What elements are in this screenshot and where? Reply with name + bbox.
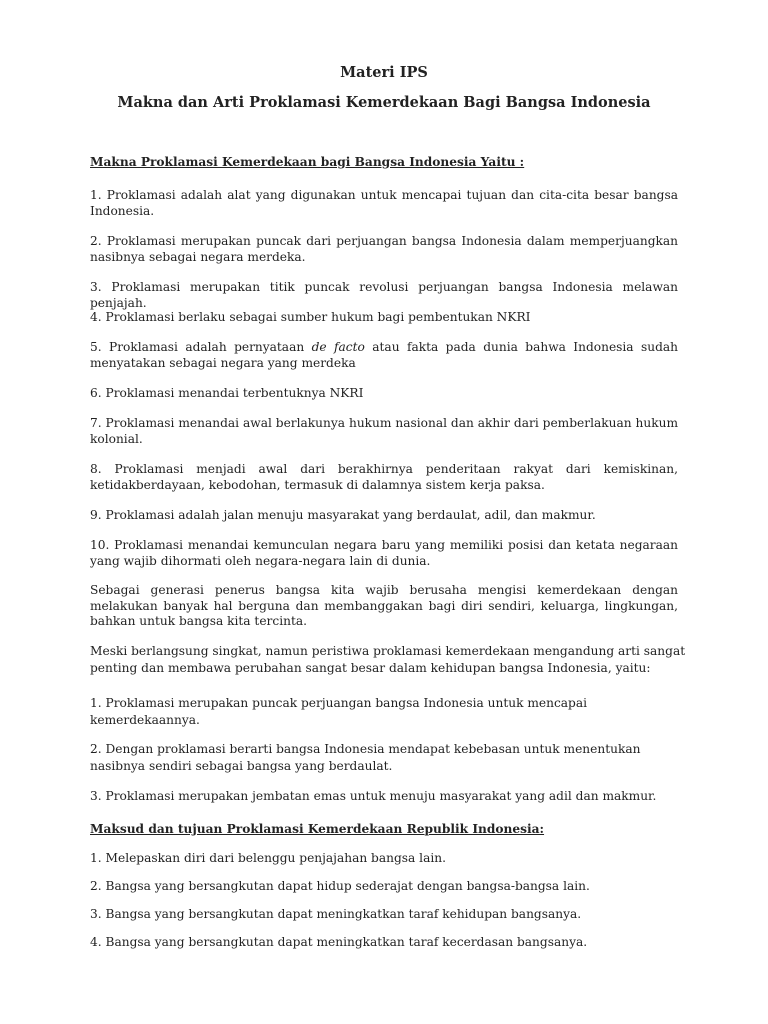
list-item: 3. Proklamasi merupakan jembatan emas untuk menuju masyarakat yang adil dan makmur. (90, 789, 657, 803)
list-item-text: 5. Proklamasi adalah pernyataan (90, 340, 312, 354)
list-item: 9. Proklamasi adalah jalan menuju masyarakat yang berdaulat, adil, dan makmur. (90, 508, 596, 522)
list-item: 1. Melepaskan diri dari belenggu penjajahan bangsa lain. (90, 851, 446, 865)
list-item: 7. Proklamasi menandai awal berlakunya hukum nasional dan akhir dari pemberlakuan hukum kolonial. (90, 416, 678, 446)
closing-paragraph: Sebagai generasi penerus bangsa kita wajib berusaha mengisi kemerdekaan dengan melakukan banyak hal berguna dan membanggakan bagi diri sendiri, keluarga, lingkungan, bahkan untuk bangsa kita tercinta. (90, 583, 678, 628)
list-item: 3. Proklamasi merupakan titik puncak revolusi perjuangan bangsa Indonesia melawan penjajah. (90, 280, 678, 310)
page-subtitle: Makna dan Arti Proklamasi Kemerdekaan Bagi Bangsa Indonesia (117, 94, 651, 111)
list-item: 4. Proklamasi berlaku sebagai sumber hukum bagi pembentukan NKRI (90, 310, 531, 324)
list-item-text: atau fakta pada dunia bahwa Indonesia sudah menyatakan sebagai negara yang merdeka (90, 340, 678, 370)
section-heading-makna: Makna Proklamasi Kemerdekaan bagi Bangsa Indonesia Yaitu : (90, 155, 525, 169)
list-item: 6. Proklamasi menandai terbentuknya NKRI (90, 386, 364, 400)
section-heading-maksud: Maksud dan tujuan Proklamasi Kemerdekaan Republik Indonesia: (90, 822, 545, 836)
list-item: 4. Bangsa yang bersangkutan dapat meningkatkan taraf kecerdasan bangsanya. (90, 935, 588, 949)
list-item: 2. Proklamasi merupakan puncak dari perjuangan bangsa Indonesia dalam memperjuangkan nasibnya sebagai negara merdeka. (90, 234, 678, 264)
list-item: 8. Proklamasi menjadi awal dari berakhirnya penderitaan rakyat dari kemiskinan, ketidakberdayaan, kebodohan, termasuk di dalamnya sistem kerja paksa. (90, 462, 678, 492)
list-item (90, 340, 678, 371)
list-item: 2. Bangsa yang bersangkutan dapat hidup sederajat dengan bangsa-bangsa lain. (90, 879, 590, 893)
list-item: 3. Bangsa yang bersangkutan dapat meningkatkan taraf kehidupan bangsanya. (90, 907, 582, 921)
page-title: Materi IPS (340, 64, 428, 81)
intro-paragraph: Meski berlangsung singkat, namun peristiwa proklamasi kemerdekaan mengandung arti sangat penting dan membawa perubahan sangat besar dalam kehidupan bangsa Indonesia, yaitu: (90, 644, 686, 675)
list-item: 10. Proklamasi menandai kemunculan negara baru yang memiliki posisi dan ketata negaraan yang wajib dihormati oleh negara-negara lain di dunia. (90, 538, 678, 568)
list-item: 2. Dengan proklamasi berarti bangsa Indonesia mendapat kebebasan untuk menentukan nasibnya sendiri sebagai bangsa yang berdaulat. (90, 742, 641, 773)
italic-term: de facto (311, 340, 365, 354)
list-item: 1. Proklamasi adalah alat yang digunakan untuk mencapai tujuan dan cita-cita besar bangsa Indonesia. (90, 188, 678, 218)
list-item: 1. Proklamasi merupakan puncak perjuangan bangsa Indonesia untuk mencapai kemerdekaannya. (90, 696, 588, 727)
